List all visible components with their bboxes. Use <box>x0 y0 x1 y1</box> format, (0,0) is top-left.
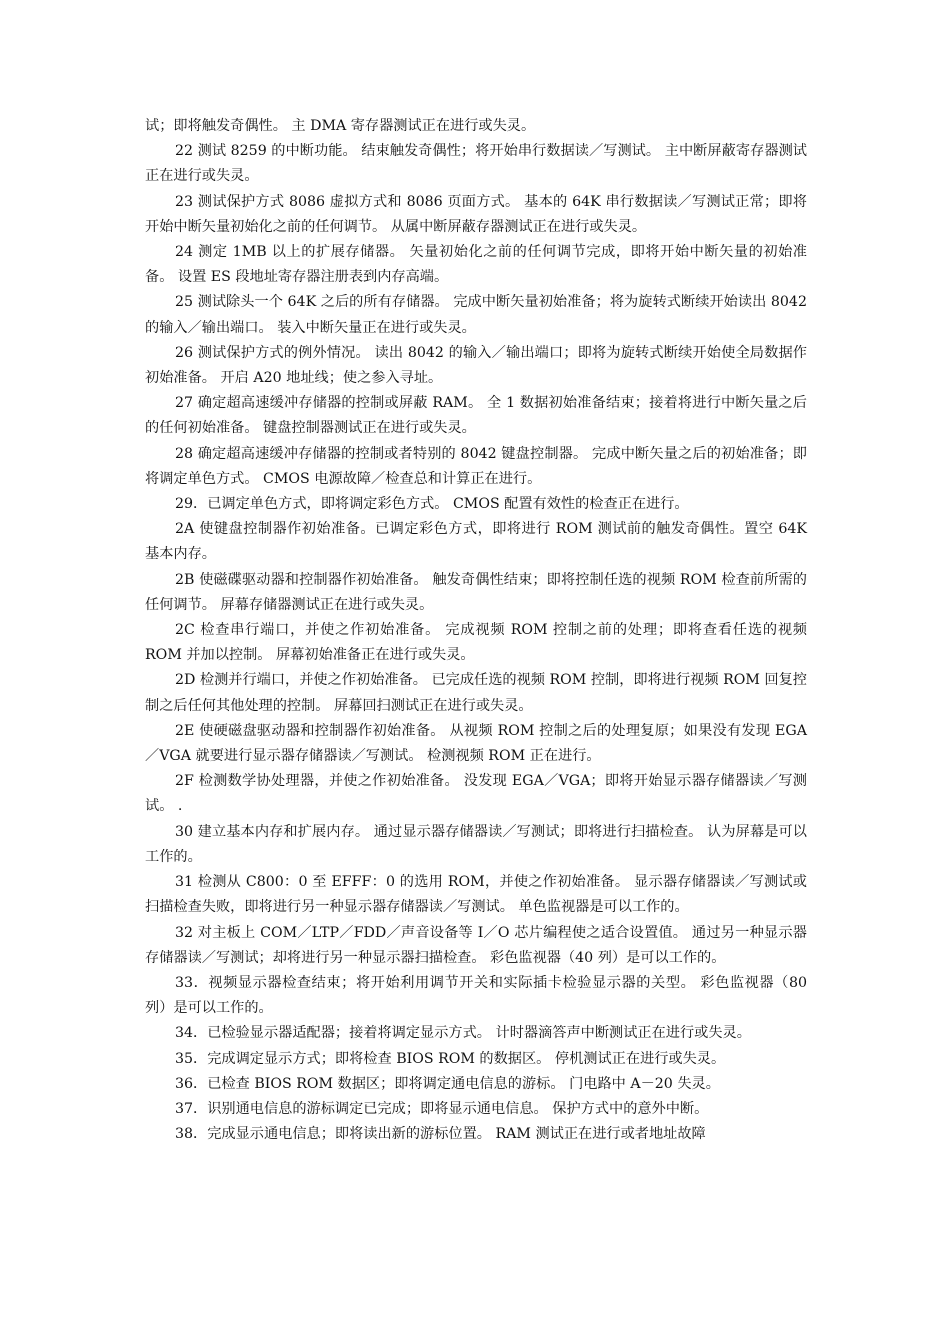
paragraph-7: 27 确定超高速缓冲存储器的控制或屏蔽 RAM。 全 1 数据初始准备结束；接着将进行中断矢量之后的任何初始准备。 键盘控制器测试正在进行或失灵。 <box>145 395 807 437</box>
paragraph-9: 29．已调定单色方式，即将调定彩色方式。 CMOS 配置有效性的检查正在进行。 <box>175 496 689 513</box>
paragraph-18: 32 对主板上 COM／LTP／FDD／声音设备等 I／O 芯片编程使之适合设置值。 通过另一种显示器存储器读／写测试；却将进行另一种显示器扫描检查。 彩色监视器（40 列）是可以工作的。 <box>145 924 807 966</box>
paragraph-4: 24 测定 1MB 以上的扩展存储器。 矢量初始化之前的任何调节完成，即将开始中断矢量的初始准备。 设置 ES 段地址寄存器注册表到内存高端。 <box>145 244 807 286</box>
paragraph-2: 22 测试 8259 的中断功能。 结束触发奇偶性；将开始串行数据读／写测试。 主中断屏蔽寄存器测试正在进行或失灵。 <box>145 143 807 185</box>
paragraph-24: 38．完成显示通电信息；即将读出新的游标位置。 RAM 测试正在进行或者地址故障 <box>175 1126 706 1143</box>
paragraph-16: 30 建立基本内存和扩展内存。 通过显示器存储器读／写测试；即将进行扫描检查。 认为屏幕是可以工作的。 <box>145 823 807 865</box>
paragraph-17: 31 检测从 C800：0 至 EFFF：0 的选用 ROM，并使之作初始准备。 显示器存储器读／写测试或扫描检查失败，即将进行另一种显示器存储器读／写测试。 单色监视器是可以工作的。 <box>145 874 807 916</box>
paragraph-10: 2A 使键盘控制器作初始准备。已调定彩色方式，即将进行 ROM 测试前的触发奇偶性。置空 64K 基本内存。 <box>145 521 807 563</box>
paragraph-11: 2B 使磁碟驱动器和控制器作初始准备。 触发奇偶性结束；即将控制任选的视频 ROM 检查前所需的任何调节。 屏幕存储器测试正在进行或失灵。 <box>145 571 807 613</box>
paragraph-22: 36．已检查 BIOS ROM 数据区；即将调定通电信息的游标。 门电路中 A－20 失灵。 <box>175 1075 720 1092</box>
paragraph-15: 2F 检测数学协处理器，并使之作初始准备。 没发现 EGA／VGA；即将开始显示器存储器读／写测试。 . <box>145 773 807 815</box>
paragraph-5: 25 测试除头一个 64K 之后的所有存储器。 完成中断矢量初始准备；将为旋转式断续开始读出 8042 的输入／输出端口。 装入中断矢量正在进行或失灵。 <box>145 294 807 336</box>
paragraph-12: 2C 检查串行端口，并使之作初始准备。 完成视频 ROM 控制之前的处理；即将查看任选的视频 ROM 并加以控制。 屏幕初始准备正在进行或失灵。 <box>145 622 807 664</box>
paragraph-6: 26 测试保护方式的例外情况。 读出 8042 的输入／输出端口；即将为旋转式断续开始使全局数据作初始准备。 开启 A20 地址线；使之参入寻址。 <box>145 344 807 387</box>
paragraph-3: 23 测试保护方式 8086 虚拟方式和 8086 页面方式。 基本的 64K 串行数据读／写测试正常；即将开始中断矢量初始化之前的任何调节。 从属中断屏蔽存器测试正在进行或失灵。 <box>145 193 807 235</box>
paragraph-19: 33．视频显示器检查结束；将开始利用调节开关和实际插卡检验显示器的关型。 彩色监视器（80 列）是可以工作的。 <box>145 974 807 1017</box>
paragraph-14: 2E 使硬磁盘驱动器和控制器作初始准备。 从视频 ROM 控制之后的处理复原；如果没有发现 EGA／VGA 就要进行显示器存储器读／写测试。 检测视频 ROM 正在进行。 <box>145 722 807 765</box>
document-body <box>145 114 807 1147</box>
paragraph-1: 试；即将触发奇偶性。 主 DMA 寄存器测试正在进行或失灵。 <box>145 118 536 134</box>
paragraph-20: 34．已检验显示器适配器；接着将调定显示方式。 计时器滴答声中断测试正在进行或失灵。 <box>175 1025 751 1042</box>
paragraph-13: 2D 检测并行端口，并使之作初始准备。 已完成任选的视频 ROM 控制，即将进行视频 ROM 回复控制之后任何其他处理的控制。 屏幕回扫测试正在进行或失灵。 <box>145 672 807 714</box>
paragraph-8: 28 确定超高速缓冲存储器的控制或者特别的 8042 键盘控制器。 完成中断矢量之后的初始准备；即将调定单色方式。 CMOS 电源故障／检查总和计算正在进行。 <box>145 445 807 487</box>
paragraph-23: 37．识别通电信息的游标调定已完成；即将显示通电信息。 保护方式中的意外中断。 <box>175 1100 709 1117</box>
paragraph-21: 35．完成调定显示方式；即将检查 BIOS ROM 的数据区。 停机测试正在进行或失灵。 <box>175 1050 726 1067</box>
